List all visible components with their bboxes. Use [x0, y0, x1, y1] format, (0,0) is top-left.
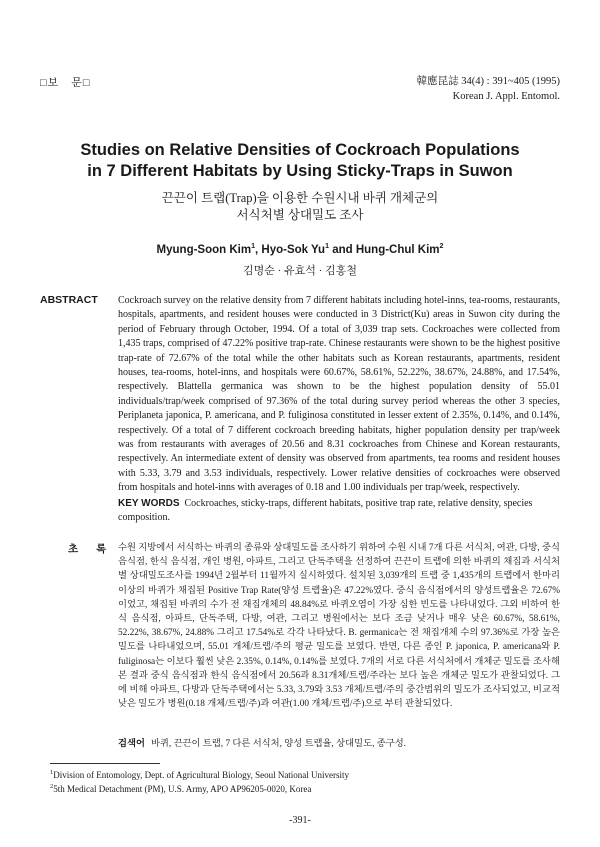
title-line-2: in 7 Different Habitats by Using Sticky-Traps in Suwon [87, 162, 513, 180]
title-line-1: Studies on Relative Densities of Cockroach Populations [80, 141, 520, 159]
footnote-divider [50, 763, 160, 764]
footnote-text: 5th Medical Detachment (PM), U.S. Army, APO AP96205-0020, Korea [53, 784, 312, 794]
footnote-mark: 1 [50, 769, 54, 776]
keywords-label: KEY WORDS [118, 498, 180, 509]
abstract-text: Cockroach survey on the relative density from 7 different habitats including hotel-inns, tea-rooms, restaurants, hospitals, apartments, and resident houses were conducted in 3 District(Ku) areas in Suwon city during the period of February through October, 1994. Of a total of 3,039 trap sets. Cockroaches were collected from 1,435 traps, comprised of 47.22% positive trap-rate. Chinese restaurants were shown to be the highest positive trap-rate of 72.67% of the total while the other habitats such as Korean restaurants, apartments, resident houses, tea-rooms, hotel-inns, and hospitals were 60.67%, 58.61%, 52.22%, 38.67%, 24.88%, and 17.54%, respectively. Blattella germanica was shown to be the highest population density of 55.01 individuals/trap/week comprised of 97.36% of the total during survey period whereas the other 3 species, Periplaneta japonica, P. americana, and P. fuliginosa constituted in lesser extent of 2.35%, 0.14%, and 0.14%, respectively. Of a total of 7 different cockroach breeding habitats, higher population density per trap/week was from restaurants with averages of 20.56 and 8.31 cockroaches from Chinese and Korean restaurants, respectively. An intermediate extent of density was observed from apartments, tea rooms and resident houses with 5.33, 3.79 and 3.53 individuals, respectively. Lower relative densities of cockroaches were observed from hospitals and hotel-inns with averages of 0.18 and 1.00 individuals per trap/week, respectively. [118, 295, 560, 494]
korean-title [40, 190, 560, 224]
footnotes [50, 767, 550, 795]
journal-reference [417, 74, 560, 104]
korean-keywords-label: 검색어 [118, 739, 145, 749]
footnote-text: Division of Entomology, Dept. of Agricultural Biology, Seoul National University [53, 770, 350, 780]
paper-title [40, 140, 560, 182]
footnote-mark: 2 [50, 783, 54, 790]
author-name: Hyo-Sok Yu [261, 243, 326, 256]
footnote-1 [50, 767, 550, 781]
author-affiliation-mark: 1 [251, 243, 255, 250]
korean-keywords-text: 바퀴, 끈끈이 트랩, 7 다른 서식처, 양성 트랩율, 상대밀도, 종구성. [150, 739, 407, 749]
author-separator: and [329, 243, 356, 256]
keywords-text: Cockroaches, sticky-traps, different habitats, positive trap rate, relative density, species composition. [118, 498, 533, 524]
author-separator: , [255, 243, 262, 256]
abstract-label: ABSTRACT [40, 294, 98, 306]
korean-author-list: 김명순 · 유효석 · 김홍철 [243, 265, 357, 277]
journal-name-en: Korean J. Appl. Entomol. [452, 91, 560, 102]
author-affiliation-mark: 1 [325, 243, 329, 250]
korean-title-line-2: 서식처별 상대밀도 조사 [236, 208, 364, 222]
section-label: □보 문□ [40, 77, 91, 89]
author-affiliation-mark: 2 [439, 243, 444, 250]
korean-keywords [118, 735, 560, 749]
korean-abstract-text: 수원 지방에서 서식하는 바퀴의 종류와 상대밀도를 조사하기 위하여 수원 시내 7개 다른 서식처, 여관, 다방, 중식 음식점, 한식 음식점, 개인 병원, 아파트, 그리고 단독주택을 선정하여 끈끈이 트랩에 의한 바퀴의 채집과 서식처별 상대밀도조사를 1994년 2월부터 11월까지 실시하였다. 설치된 3,039개의 트랩 중 1,435개의 트랩에서 한마리 이상의 바퀴가 채집된 Positive Trap Rate(양성 트랩율)은 47.22%였다. 중식 음식점에서의 양성트랩율은 72.67%이었고, 채집된 바퀴의 수가 전 채집개체의 48.84%로 바퀴오염이 가장 심한 빈도를 나타내었다. 그외 비하여 한식 음식점, 아파트, 단독주택, 다방, 여관, 그리고 병원에서는 보다 조금 낮거나 매우 낮은 60.67%, 58.61%, 52.22%, 38.67%, 24.88% 그리고 17.54%로 각각 나타났다. B. germanica는 전 채집개체 수의 97.36%로 가장 높은 밀도를 나타내었으며, 55.01 개체/트랩/주의 평균 밀도를 보였다. 반면, 다른 종인 P. japonica, P. americana와 P. fuliginosa는 이보다 훨씬 낮은 2.35%, 0.14%, 0.14%를 보였다. 7개의 서로 다른 서식처에서 개체군 밀도를 조사해 본 결과 중식 음식점과 한식 음식점에서 20.56과 8.31개체/트랩/주라는 보다 높은 개체군 밀도가 관찰되었다. 그에 비해 아파트, 다방과 단독주택에서는 5.33, 3.79와 3.53 개체/트랩/주의 중간범위의 밀도가 조사되었고, 비교적 낮은 밀도가 병원(0.18 개체/트랩/주)과 여관(1.00 개체/트랩/주)으로 부터 관찰되었다. [118, 543, 560, 710]
korean-abstract-label: 초록 [68, 544, 125, 555]
keywords [118, 497, 560, 526]
footnote-2 [50, 781, 550, 795]
author-list [40, 243, 560, 256]
author-name: Hung-Chul Kim [355, 243, 440, 256]
author-name: Myung-Soon Kim [156, 243, 252, 256]
korean-title-line-1: 끈끈이 트랩(Trap)을 이용한 수원시내 바퀴 개체군의 [161, 191, 439, 205]
page-number: -391- [289, 815, 311, 826]
journal-citation: 韓應昆誌 34(4) : 391~405 (1995) [416, 76, 560, 87]
